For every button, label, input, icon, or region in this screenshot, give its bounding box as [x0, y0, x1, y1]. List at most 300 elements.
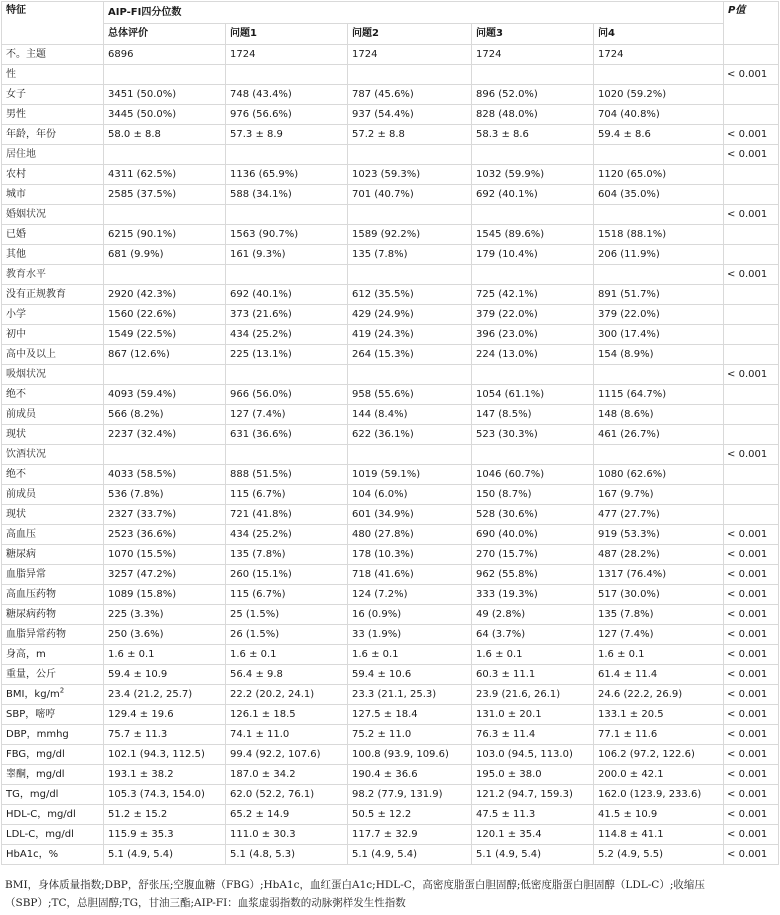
cell-value: 167 (9.7%) — [594, 485, 724, 505]
cell-value: 127.5 ± 18.4 — [348, 705, 472, 725]
row-label — [2, 125, 104, 145]
cell-value — [472, 205, 594, 225]
cell-value: 26 (1.5%) — [226, 625, 348, 645]
cell-pvalue — [724, 405, 779, 425]
cell-value: 147 (8.5%) — [472, 405, 594, 425]
row-label-text: 婚姻状况 — [6, 208, 46, 220]
row-label — [2, 85, 104, 105]
cell-value: 1046 (60.7%) — [472, 465, 594, 485]
row-label-text: HDL-C，mg/dl — [6, 808, 76, 820]
cell-pvalue: < 0.001 — [724, 645, 779, 665]
cell-value — [472, 145, 594, 165]
cell-pvalue: < 0.001 — [724, 825, 779, 845]
cell-value: 429 (24.9%) — [348, 305, 472, 325]
cell-value: 114.8 ± 41.1 — [594, 825, 724, 845]
cell-value: 206 (11.9%) — [594, 245, 724, 265]
cell-value — [594, 365, 724, 385]
cell-value: 379 (22.0%) — [594, 305, 724, 325]
cell-value: 124 (7.2%) — [348, 585, 472, 605]
table-row — [2, 85, 779, 105]
cell-value: 58.3 ± 8.6 — [472, 125, 594, 145]
cell-value: 1317 (76.4%) — [594, 565, 724, 585]
cell-pvalue — [724, 85, 779, 105]
cell-value: 958 (55.6%) — [348, 385, 472, 405]
row-label-text: 饮酒状况 — [6, 448, 46, 460]
cell-pvalue — [724, 245, 779, 265]
cell-value: 33 (1.9%) — [348, 625, 472, 645]
row-label — [2, 525, 104, 545]
cell-value: 419 (24.3%) — [348, 325, 472, 345]
cell-pvalue: < 0.001 — [724, 265, 779, 285]
cell-value: 523 (30.3%) — [472, 425, 594, 445]
row-label — [2, 445, 104, 465]
row-label — [2, 565, 104, 585]
cell-value: 4033 (58.5%) — [104, 465, 226, 485]
cell-pvalue: < 0.001 — [724, 625, 779, 645]
cell-pvalue — [724, 285, 779, 305]
cell-value — [104, 145, 226, 165]
cell-value — [594, 65, 724, 85]
cell-value — [594, 145, 724, 165]
cell-value: 1020 (59.2%) — [594, 85, 724, 105]
cell-value: 1.6 ± 0.1 — [226, 645, 348, 665]
cell-value: 23.9 (21.6, 26.1) — [472, 685, 594, 705]
cell-pvalue — [724, 485, 779, 505]
cell-value: 828 (48.0%) — [472, 105, 594, 125]
cell-value: 4311 (62.5%) — [104, 165, 226, 185]
cell-value: 22.2 (20.2, 24.1) — [226, 685, 348, 705]
cell-value: 3257 (47.2%) — [104, 565, 226, 585]
cell-value: 1032 (59.9%) — [472, 165, 594, 185]
cell-pvalue: < 0.001 — [724, 205, 779, 225]
cell-value: 60.3 ± 11.1 — [472, 665, 594, 685]
cell-value: 919 (53.3%) — [594, 525, 724, 545]
cell-value: 115 (6.7%) — [226, 585, 348, 605]
cell-value: 270 (15.7%) — [472, 545, 594, 565]
cell-value: 1724 — [472, 45, 594, 65]
row-label-text: 其他 — [6, 248, 26, 260]
row-label — [2, 825, 104, 845]
cell-pvalue: < 0.001 — [724, 525, 779, 545]
cell-value: 102.1 (94.3, 112.5) — [104, 745, 226, 765]
cell-value: 133.1 ± 20.5 — [594, 705, 724, 725]
table-row — [2, 245, 779, 265]
header-feature: 特征 — [2, 2, 104, 45]
table-row — [2, 765, 779, 785]
cell-value: 1589 (92.2%) — [348, 225, 472, 245]
cell-value: 701 (40.7%) — [348, 185, 472, 205]
cell-pvalue — [724, 45, 779, 65]
cell-value: 179 (10.4%) — [472, 245, 594, 265]
table-row — [2, 405, 779, 425]
cell-value: 260 (15.1%) — [226, 565, 348, 585]
table-row — [2, 565, 779, 585]
cell-value: 49 (2.8%) — [472, 605, 594, 625]
cell-value — [104, 445, 226, 465]
row-label-text: TG，mg/dl — [6, 788, 59, 800]
table-row — [2, 525, 779, 545]
row-label — [2, 405, 104, 425]
cell-value: 126.1 ± 18.5 — [226, 705, 348, 725]
cell-pvalue — [724, 305, 779, 325]
table-row — [2, 445, 779, 465]
header-group: AIP-FI四分位数 — [104, 2, 724, 24]
row-label-text: SBP，嘧哼 — [6, 708, 56, 720]
row-label-text: 吸烟状况 — [6, 368, 46, 380]
row-label-text: 居住地 — [6, 148, 36, 160]
row-label — [2, 545, 104, 565]
cell-pvalue — [724, 465, 779, 485]
cell-value: 461 (26.7%) — [594, 425, 724, 445]
cell-value: 721 (41.8%) — [226, 505, 348, 525]
cell-value: 76.3 ± 11.4 — [472, 725, 594, 745]
cell-value: 187.0 ± 34.2 — [226, 765, 348, 785]
cell-value — [472, 265, 594, 285]
row-label — [2, 725, 104, 745]
baseline-characteristics-table — [1, 1, 779, 865]
cell-value: 115.9 ± 35.3 — [104, 825, 226, 845]
row-label — [2, 365, 104, 385]
cell-value — [226, 265, 348, 285]
cell-value: 725 (42.1%) — [472, 285, 594, 305]
table-row — [2, 425, 779, 445]
cell-value: 2237 (32.4%) — [104, 425, 226, 445]
cell-value: 1.6 ± 0.1 — [594, 645, 724, 665]
cell-value: 6215 (90.1%) — [104, 225, 226, 245]
cell-value: 487 (28.2%) — [594, 545, 724, 565]
cell-value: 379 (22.0%) — [472, 305, 594, 325]
table-row — [2, 285, 779, 305]
table-row — [2, 745, 779, 765]
cell-value: 6896 — [104, 45, 226, 65]
row-label — [2, 505, 104, 525]
cell-value — [226, 65, 348, 85]
row-label — [2, 805, 104, 825]
cell-value: 51.2 ± 15.2 — [104, 805, 226, 825]
table-row — [2, 365, 779, 385]
cell-value: 57.2 ± 8.8 — [348, 125, 472, 145]
cell-value — [104, 205, 226, 225]
cell-value: 106.2 (97.2, 122.6) — [594, 745, 724, 765]
cell-value: 1089 (15.8%) — [104, 585, 226, 605]
cell-value: 77.1 ± 11.6 — [594, 725, 724, 745]
cell-pvalue — [724, 385, 779, 405]
cell-value — [104, 65, 226, 85]
cell-value: 1054 (61.1%) — [472, 385, 594, 405]
cell-value — [104, 365, 226, 385]
cell-value: 1.6 ± 0.1 — [104, 645, 226, 665]
row-label-text: 前成员 — [6, 408, 36, 420]
cell-value: 148 (8.6%) — [594, 405, 724, 425]
row-label-text: 高血压 — [6, 528, 36, 540]
cell-value: 1019 (59.1%) — [348, 465, 472, 485]
cell-pvalue: < 0.001 — [724, 365, 779, 385]
row-label-text: 城市 — [6, 188, 26, 200]
cell-pvalue: < 0.001 — [724, 845, 779, 865]
header-row-2 — [2, 24, 779, 45]
cell-value: 1070 (15.5%) — [104, 545, 226, 565]
row-label-text: 血脂异常 — [6, 568, 46, 580]
row-label — [2, 225, 104, 245]
cell-value — [472, 65, 594, 85]
cell-value: 517 (30.0%) — [594, 585, 724, 605]
table-row — [2, 205, 779, 225]
cell-value: 480 (27.8%) — [348, 525, 472, 545]
table-row — [2, 605, 779, 625]
cell-value — [348, 145, 472, 165]
cell-value: 692 (40.1%) — [472, 185, 594, 205]
row-label — [2, 625, 104, 645]
row-label — [2, 705, 104, 725]
cell-value: 718 (41.6%) — [348, 565, 472, 585]
row-label — [2, 585, 104, 605]
cell-value — [594, 205, 724, 225]
header-col-q2: 问题2 — [348, 24, 472, 45]
row-label — [2, 325, 104, 345]
header-col-q1: 问题1 — [226, 24, 348, 45]
cell-pvalue: < 0.001 — [724, 665, 779, 685]
cell-value: 23.3 (21.1, 25.3) — [348, 685, 472, 705]
row-label-text: FBG，mg/dl — [6, 748, 65, 760]
cell-value — [226, 365, 348, 385]
row-label — [2, 785, 104, 805]
row-label-text: 女子 — [6, 88, 26, 100]
cell-value: 976 (56.6%) — [226, 105, 348, 125]
cell-pvalue — [724, 225, 779, 245]
cell-value: 59.4 ± 10.6 — [348, 665, 472, 685]
cell-value: 3451 (50.0%) — [104, 85, 226, 105]
cell-value: 536 (7.8%) — [104, 485, 226, 505]
cell-value: 5.2 (4.9, 5.5) — [594, 845, 724, 865]
cell-value: 937 (54.4%) — [348, 105, 472, 125]
cell-value: 1.6 ± 0.1 — [348, 645, 472, 665]
row-label — [2, 285, 104, 305]
row-label — [2, 425, 104, 445]
cell-value — [348, 365, 472, 385]
cell-pvalue: < 0.001 — [724, 145, 779, 165]
cell-value — [226, 445, 348, 465]
cell-pvalue: < 0.001 — [724, 585, 779, 605]
cell-value — [348, 265, 472, 285]
cell-value: 23.4 (21.2, 25.7) — [104, 685, 226, 705]
header-row-1 — [2, 2, 779, 24]
row-label-text: BMI，kg/m — [6, 688, 60, 700]
cell-value: 566 (8.2%) — [104, 405, 226, 425]
row-label-text: 睾酮，mg/dl — [6, 768, 65, 780]
row-label — [2, 485, 104, 505]
cell-value: 966 (56.0%) — [226, 385, 348, 405]
row-label-text: 初中 — [6, 328, 26, 340]
row-label-text: 绝不 — [6, 388, 26, 400]
table-row — [2, 45, 779, 65]
row-label — [2, 385, 104, 405]
cell-pvalue: < 0.001 — [724, 65, 779, 85]
row-label-text: 教育水平 — [6, 268, 46, 280]
cell-value: 704 (40.8%) — [594, 105, 724, 125]
cell-value: 264 (15.3%) — [348, 345, 472, 365]
cell-value: 111.0 ± 30.3 — [226, 825, 348, 845]
cell-value: 1724 — [348, 45, 472, 65]
cell-value: 59.4 ± 10.9 — [104, 665, 226, 685]
cell-value: 150 (8.7%) — [472, 485, 594, 505]
cell-value: 135 (7.8%) — [226, 545, 348, 565]
cell-value: 75.2 ± 11.0 — [348, 725, 472, 745]
cell-value: 131.0 ± 20.1 — [472, 705, 594, 725]
cell-value: 528 (30.6%) — [472, 505, 594, 525]
cell-value: 200.0 ± 42.1 — [594, 765, 724, 785]
cell-value: 962 (55.8%) — [472, 565, 594, 585]
row-label-text: 绝不 — [6, 468, 26, 480]
row-label-text: 高中及以上 — [6, 348, 56, 360]
row-label — [2, 145, 104, 165]
cell-value — [226, 145, 348, 165]
header-pvalue: P值 — [724, 2, 779, 45]
cell-pvalue: < 0.001 — [724, 745, 779, 765]
table-row — [2, 825, 779, 845]
header-col-q3: 问题3 — [472, 24, 594, 45]
cell-value: 3445 (50.0%) — [104, 105, 226, 125]
row-label-text: 前成员 — [6, 488, 36, 500]
cell-value: 144 (8.4%) — [348, 405, 472, 425]
cell-pvalue: < 0.001 — [724, 685, 779, 705]
cell-value: 47.5 ± 11.3 — [472, 805, 594, 825]
cell-value: 2327 (33.7%) — [104, 505, 226, 525]
row-label — [2, 65, 104, 85]
cell-value: 622 (36.1%) — [348, 425, 472, 445]
cell-pvalue: < 0.001 — [724, 805, 779, 825]
table-row — [2, 265, 779, 285]
cell-value: 135 (7.8%) — [348, 245, 472, 265]
cell-value: 193.1 ± 38.2 — [104, 765, 226, 785]
table-footnote: BMI，身体质量指数;DBP，舒张压;空腹血糖（FBG）;HbA1c，血红蛋白A1c;HDL-C，高密度脂蛋白胆固醇;低密度脂蛋白胆固醇（LDL-C）;收缩压（SBP）;TC，总胆固醇;TG，甘油三酯;AIP-FI：血浆虚弱指数的动脉粥样发生性指数 — [5, 879, 705, 909]
cell-value: 57.3 ± 8.9 — [226, 125, 348, 145]
cell-value — [472, 365, 594, 385]
cell-value: 1023 (59.3%) — [348, 165, 472, 185]
cell-value: 888 (51.5%) — [226, 465, 348, 485]
cell-pvalue: < 0.001 — [724, 565, 779, 585]
cell-value: 692 (40.1%) — [226, 285, 348, 305]
row-label — [2, 165, 104, 185]
table-row — [2, 125, 779, 145]
row-label — [2, 265, 104, 285]
cell-value: 129.4 ± 19.6 — [104, 705, 226, 725]
cell-value: 250 (3.6%) — [104, 625, 226, 645]
cell-pvalue: < 0.001 — [724, 605, 779, 625]
cell-value: 115 (6.7%) — [226, 485, 348, 505]
cell-value: 5.1 (4.9, 5.4) — [472, 845, 594, 865]
cell-pvalue — [724, 425, 779, 445]
table-row — [2, 345, 779, 365]
cell-value: 1120 (65.0%) — [594, 165, 724, 185]
cell-value: 867 (12.6%) — [104, 345, 226, 365]
row-label-text: 性 — [6, 68, 16, 80]
cell-value: 16 (0.9%) — [348, 605, 472, 625]
row-label-text: 年龄，年份 — [6, 128, 56, 140]
cell-pvalue: < 0.001 — [724, 705, 779, 725]
cell-pvalue — [724, 505, 779, 525]
cell-value: 601 (34.9%) — [348, 505, 472, 525]
table-row — [2, 145, 779, 165]
table-row — [2, 665, 779, 685]
cell-value — [594, 445, 724, 465]
cell-value: 65.2 ± 14.9 — [226, 805, 348, 825]
row-label — [2, 665, 104, 685]
row-label — [2, 685, 104, 705]
cell-value: 25 (1.5%) — [226, 605, 348, 625]
cell-value: 1136 (65.9%) — [226, 165, 348, 185]
cell-value: 61.4 ± 11.4 — [594, 665, 724, 685]
cell-pvalue — [724, 105, 779, 125]
cell-value: 154 (8.9%) — [594, 345, 724, 365]
header-col-q4: 问4 — [594, 24, 724, 45]
cell-value: 896 (52.0%) — [472, 85, 594, 105]
row-label-text: 农村 — [6, 168, 26, 180]
cell-value: 105.3 (74.3, 154.0) — [104, 785, 226, 805]
cell-value: 135 (7.8%) — [594, 605, 724, 625]
row-label-text: 不。主题 — [6, 48, 46, 60]
cell-value: 64 (3.7%) — [472, 625, 594, 645]
cell-value: 2585 (37.5%) — [104, 185, 226, 205]
cell-value: 604 (35.0%) — [594, 185, 724, 205]
cell-value: 74.1 ± 11.0 — [226, 725, 348, 745]
row-label-text: HbA1c，% — [6, 848, 59, 860]
cell-pvalue — [724, 345, 779, 365]
cell-value: 1518 (88.1%) — [594, 225, 724, 245]
table-row — [2, 505, 779, 525]
row-label-text: 小学 — [6, 308, 26, 320]
table-row — [2, 105, 779, 125]
cell-value — [348, 65, 472, 85]
row-label-text: 糖尿病 — [6, 548, 36, 560]
cell-value: 190.4 ± 36.6 — [348, 765, 472, 785]
row-label — [2, 205, 104, 225]
table-row — [2, 645, 779, 665]
cell-pvalue: < 0.001 — [724, 545, 779, 565]
table-row — [2, 185, 779, 205]
row-label-text: 已婚 — [6, 228, 26, 240]
cell-value: 690 (40.0%) — [472, 525, 594, 545]
table-row — [2, 385, 779, 405]
cell-value: 1080 (62.6%) — [594, 465, 724, 485]
row-label — [2, 45, 104, 65]
cell-value: 2523 (36.6%) — [104, 525, 226, 545]
cell-value: 434 (25.2%) — [226, 325, 348, 345]
row-label-text: 糖尿病药物 — [6, 608, 56, 620]
table-row — [2, 705, 779, 725]
table-row — [2, 485, 779, 505]
cell-value: 681 (9.9%) — [104, 245, 226, 265]
table-container — [1, 1, 778, 865]
cell-value: 127 (7.4%) — [226, 405, 348, 425]
row-label — [2, 845, 104, 865]
table-row — [2, 325, 779, 345]
table-row — [2, 785, 779, 805]
cell-value: 58.0 ± 8.8 — [104, 125, 226, 145]
cell-value: 748 (43.4%) — [226, 85, 348, 105]
row-label — [2, 305, 104, 325]
cell-value: 5.1 (4.9, 5.4) — [104, 845, 226, 865]
cell-value: 4093 (59.4%) — [104, 385, 226, 405]
cell-value: 631 (36.6%) — [226, 425, 348, 445]
cell-pvalue: < 0.001 — [724, 445, 779, 465]
cell-value: 1563 (90.7%) — [226, 225, 348, 245]
table-row — [2, 585, 779, 605]
cell-pvalue: < 0.001 — [724, 725, 779, 745]
cell-value: 5.1 (4.8, 5.3) — [226, 845, 348, 865]
cell-value: 1560 (22.6%) — [104, 305, 226, 325]
cell-value: 891 (51.7%) — [594, 285, 724, 305]
header-col-overall: 总体评价 — [104, 24, 226, 45]
